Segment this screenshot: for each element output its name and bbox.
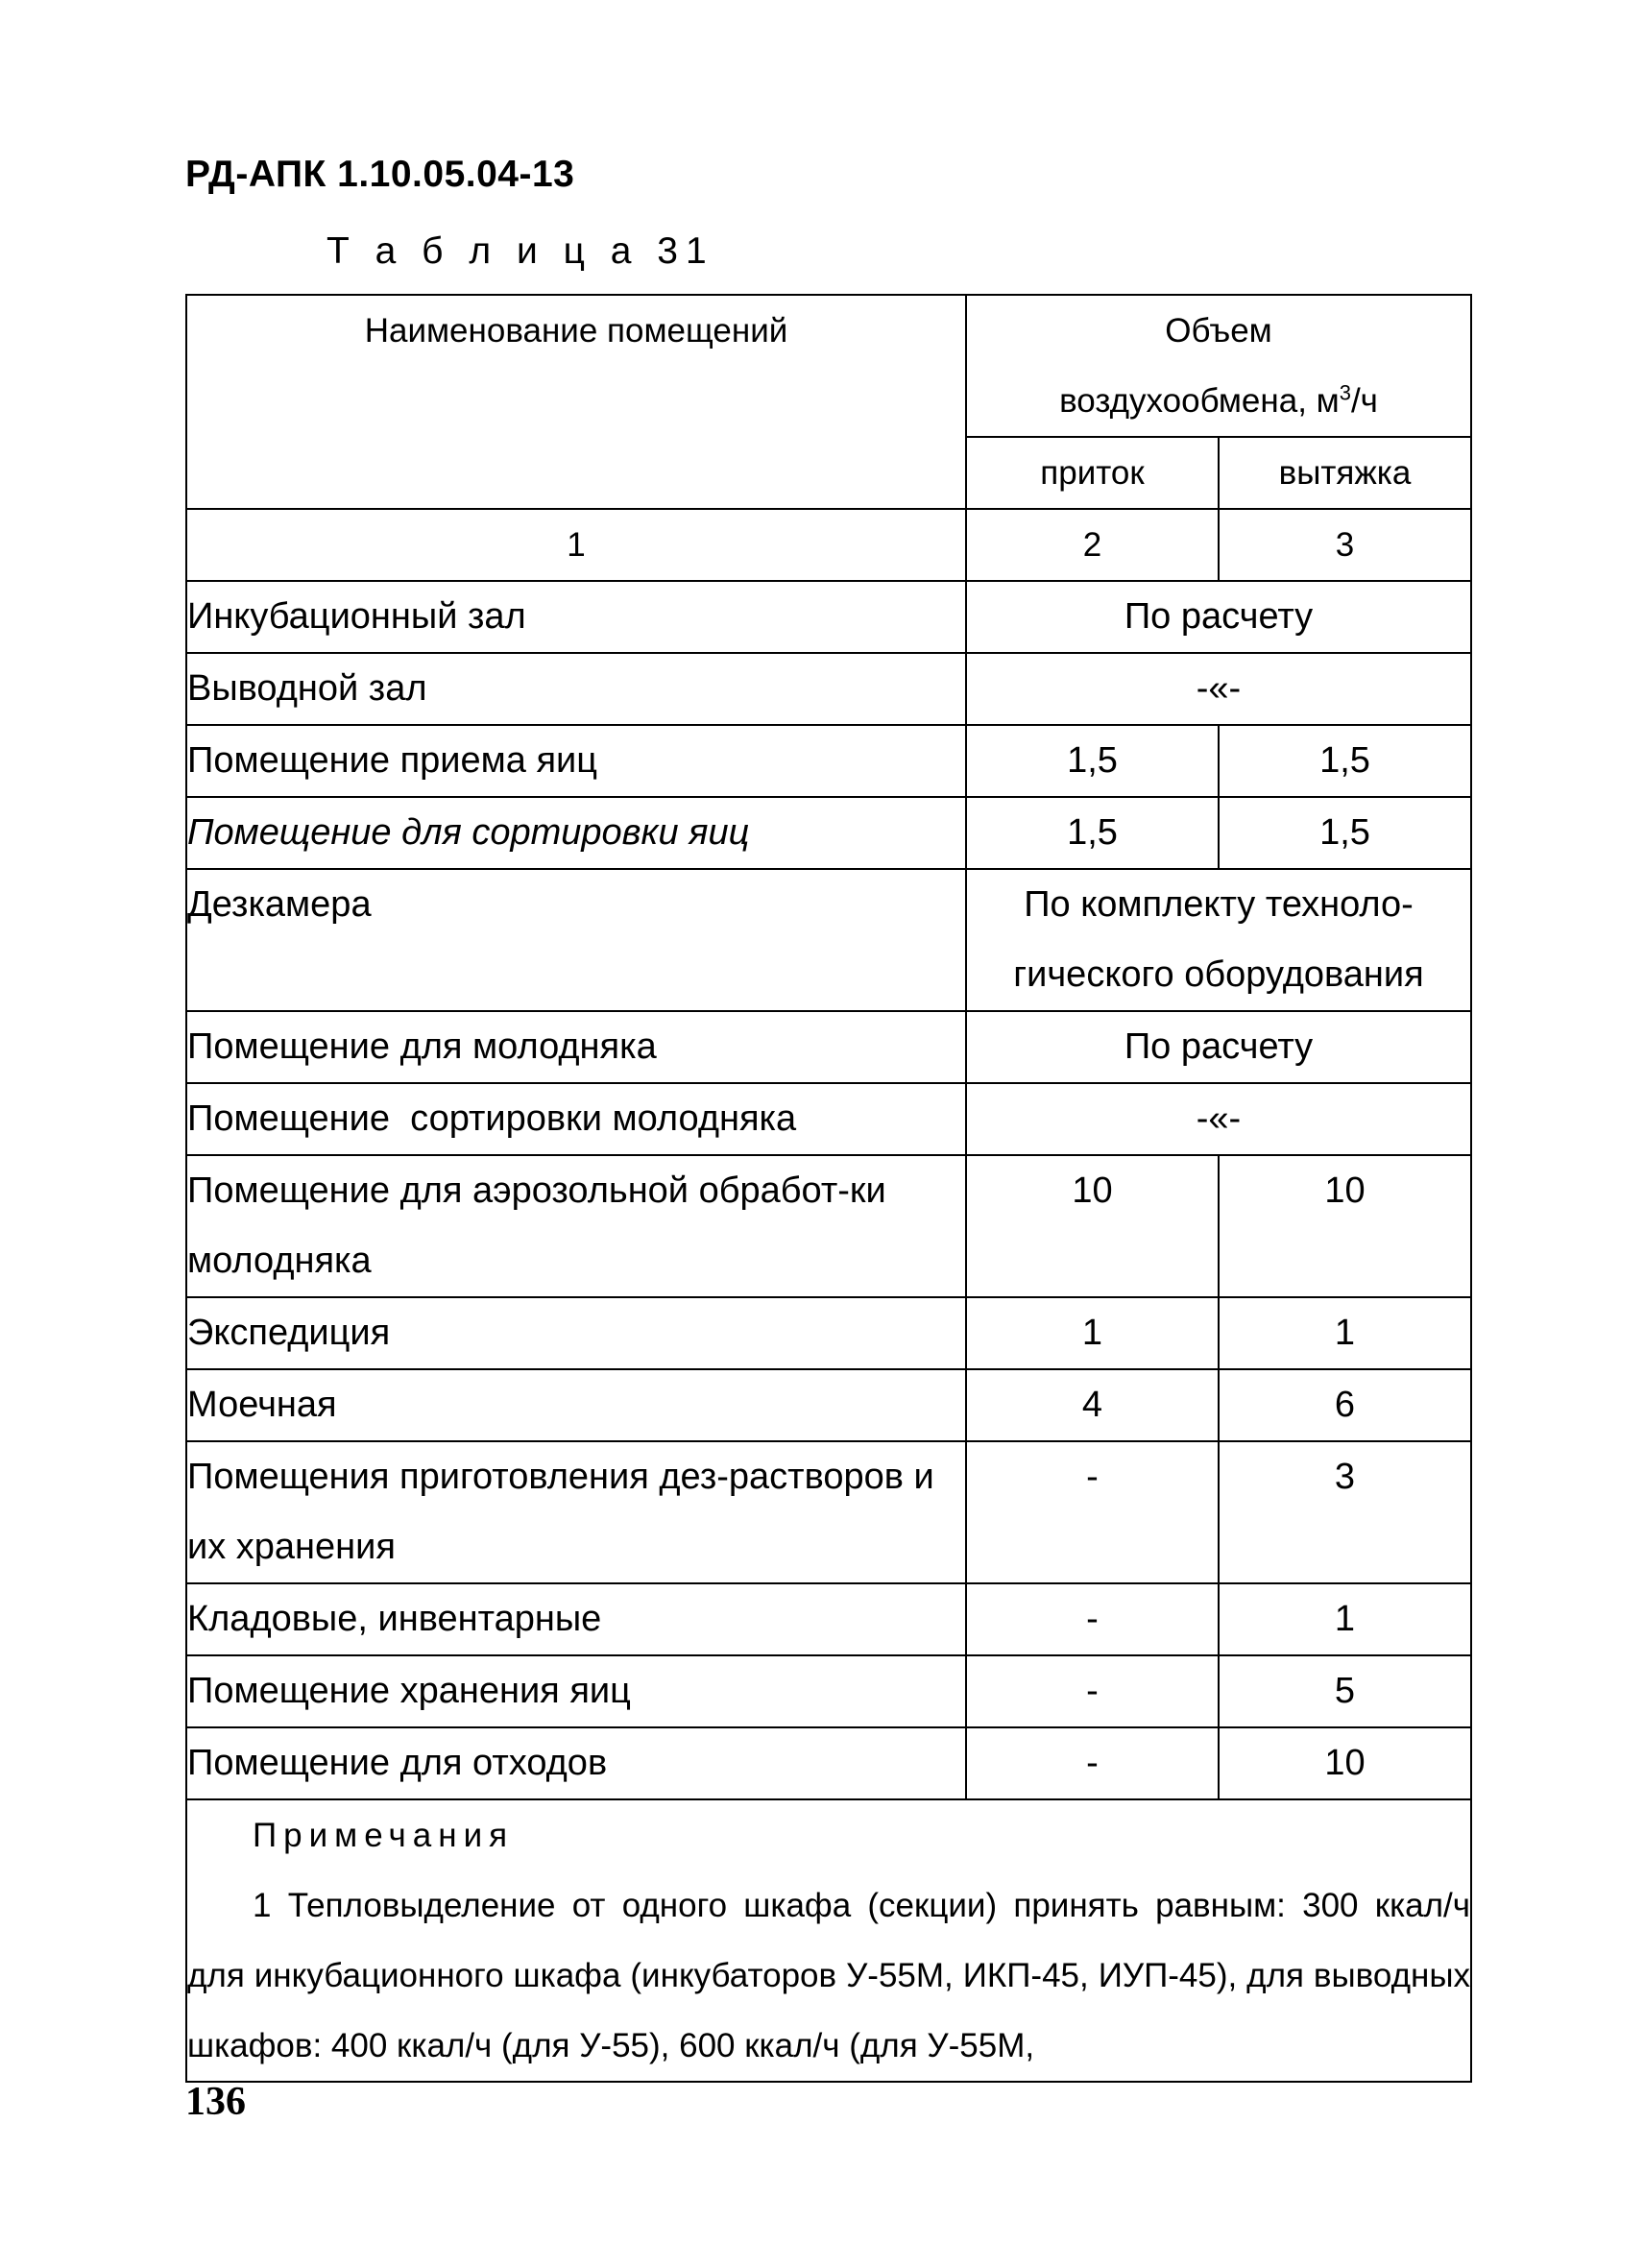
table-row: [186, 1369, 1471, 1441]
header-unit-superscript: 3: [1339, 380, 1351, 405]
merged-value: -«-: [966, 1083, 1471, 1155]
table-title: Т а б л и ц а 31: [326, 230, 714, 272]
header-exhaust: вытяжка: [1219, 437, 1471, 509]
inflow-value: -: [966, 1583, 1219, 1655]
table-row: [186, 1155, 1471, 1297]
table-row: [186, 1583, 1471, 1655]
room-name: Помещение для аэрозольной обработ-ки молодняка: [186, 1155, 966, 1297]
exhaust-value: 5: [1219, 1655, 1471, 1727]
column-index-3: 3: [1219, 509, 1471, 581]
table-row: [186, 1655, 1471, 1727]
column-index-1: 1: [186, 509, 966, 581]
inflow-value: -: [966, 1727, 1219, 1799]
room-name: Моечная: [186, 1369, 966, 1441]
table-row: [186, 869, 1471, 1011]
notes-heading: Примечания: [253, 1817, 515, 1854]
inflow-value: -: [966, 1441, 1219, 1583]
table-row: [186, 1727, 1471, 1799]
ventilation-table: [185, 294, 1472, 2083]
inflow-value: 1: [966, 1297, 1219, 1369]
exhaust-value: 1,5: [1219, 725, 1471, 797]
inflow-value: 10: [966, 1155, 1219, 1297]
exhaust-value: 10: [1219, 1727, 1471, 1799]
room-name: Выводной зал: [186, 653, 966, 725]
exhaust-value: 6: [1219, 1369, 1471, 1441]
inflow-value: -: [966, 1655, 1219, 1727]
room-name: Помещение приема яиц: [186, 725, 966, 797]
table-row: [186, 653, 1471, 725]
room-name: Экспедиция: [186, 1297, 966, 1369]
table-row: [186, 1441, 1471, 1583]
merged-value: По расчету: [966, 1011, 1471, 1083]
document-code: РД-АПК 1.10.05.04-13: [185, 154, 575, 195]
header-inflow: приток: [966, 437, 1219, 509]
notes-text: 1 Тепловыделение от одного шкафа (секции) принять равным: 300 ккал/ч для инкубационного шкафа (инкубаторов У-55М, ИКП-45, ИУП-45), для выводных шкафов: 400 ккал/ч (для У-55), 600 ккал/ч (для У-55М,: [187, 1887, 1470, 2064]
exhaust-value: 10: [1219, 1155, 1471, 1297]
header-air-exchange-line2: воздухообмена, м: [1059, 382, 1340, 420]
exhaust-value: 1: [1219, 1583, 1471, 1655]
inflow-value: 1,5: [966, 797, 1219, 869]
room-name: Помещение сортировки молодняка: [186, 1083, 966, 1155]
room-name: Помещения приготовления дез-растворов и их хранения: [186, 1441, 966, 1583]
inflow-value: 4: [966, 1369, 1219, 1441]
table-row: [186, 1083, 1471, 1155]
column-index-2: 2: [966, 509, 1219, 581]
table-row: [186, 725, 1471, 797]
header-air-exchange: [966, 295, 1471, 437]
exhaust-value: 1,5: [1219, 797, 1471, 869]
table-row: [186, 1297, 1471, 1369]
inflow-value: 1,5: [966, 725, 1219, 797]
header-air-exchange-line1: Объем: [1165, 312, 1272, 350]
exhaust-value: 3: [1219, 1441, 1471, 1583]
table-row: [186, 1011, 1471, 1083]
merged-value: По расчету: [966, 581, 1471, 653]
merged-value: По комплекту техноло-гического оборудования: [966, 869, 1471, 1011]
table-row: [186, 581, 1471, 653]
merged-value: -«-: [966, 653, 1471, 725]
header-room-name: Наименование помещений: [186, 295, 966, 509]
room-name: Помещение хранения яиц: [186, 1655, 966, 1727]
exhaust-value: 1: [1219, 1297, 1471, 1369]
room-name: Помещение для молодняка: [186, 1011, 966, 1083]
page-number: 136: [185, 2080, 246, 2124]
room-name: Дезкамера: [186, 869, 966, 1011]
room-name: Инкубационный зал: [186, 581, 966, 653]
room-name: Помещение для сортировки яиц: [186, 797, 966, 869]
room-name: Помещение для отходов: [186, 1727, 966, 1799]
notes-cell: [186, 1799, 1471, 2082]
notes-row: [186, 1799, 1471, 2082]
room-name: Кладовые, инвентарные: [186, 1583, 966, 1655]
table-row: [186, 797, 1471, 869]
header-unit-suffix: /ч: [1350, 382, 1378, 420]
